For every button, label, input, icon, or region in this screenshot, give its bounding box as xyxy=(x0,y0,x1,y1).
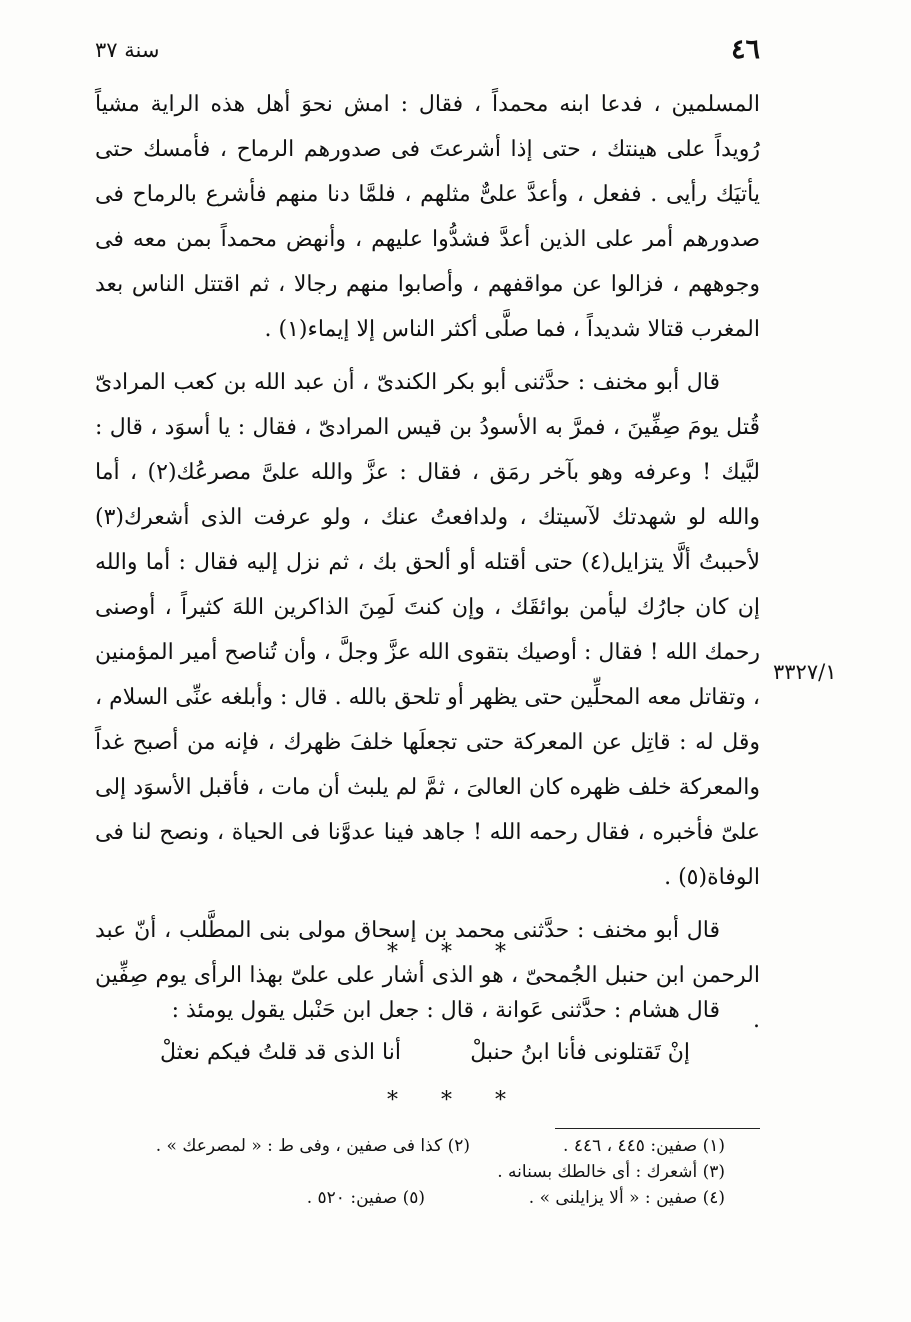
verse-line xyxy=(95,1032,760,1074)
footnote-3: (٣) أشعرك : أى خالطك بسنانه . xyxy=(497,1162,725,1182)
main-text xyxy=(95,82,760,1051)
footnote-5: (٥) صفين: ٥٢٠ . xyxy=(306,1188,425,1208)
footnote-4: (٤) صفين : « ألا يزايلنى » . xyxy=(528,1188,725,1208)
running-head: سنة ٣٧ xyxy=(95,38,160,62)
verse-intro: قال هشام : حدَّثنى عَوانة ، قال : جعل ابن حَنْبل يقول يومئذ : xyxy=(171,998,720,1023)
verse-hemistich-right: إنْ تَقتلونى فأنا ابنُ حنبلْ xyxy=(470,1040,690,1065)
margin-reference: ٣٣٢٧/١ xyxy=(773,660,837,684)
section-separator: * * * xyxy=(387,1088,524,1113)
section-separator: * * * xyxy=(387,940,524,965)
page-number: ٤٦ xyxy=(730,34,760,65)
page-header xyxy=(95,34,760,74)
footnotes xyxy=(150,1134,725,1234)
verse-section xyxy=(95,990,760,1074)
paragraph: المسلمين ، فدعا ابنه محمداً ، فقال : امش نحوَ أهل هذه الراية مشياً رُويداً على هينتك ، حتى إذا أشرعتَ فى صدورهم الرماح ، فأمسك حتى يأتيَك رأيى . ففعل ، وأعدَّ علىٌّ مثلهم ، فلمَّا دنا منهم فأشرع بالرماح فى صدورهم أمر على الذين أعدَّ فشدُّوا عليهم ، وأنهض محمداً بمن معه فى وجوههم ، فزالوا عن مواقفهم ، وأصابوا منهم رجالا ، ثم اقتتل الناس بعد المغرب قتالا شديداً ، فما صلَّى أكثر الناس إلا إيماء(١) . xyxy=(95,92,760,342)
footnote-2: (٢) كذا فى صفين ، وفى ط : « لمصرعك » . xyxy=(155,1136,470,1156)
paragraph: قال أبو مخنف : حدَّثنى أبو بكر الكندىّ ، أن عبد الله بن كعب المرادىّ قُتل يومَ صِفِّينَ ، فمرَّ به الأسودُ بن قيس المرادىّ ، فقال : يا أسوَد ، قال : لبَّيك ! وعرفه وهو بآخر رمَق ، فقال : عزَّ والله علىَّ مصرعُك(٢) ، أما والله لو شهدتك لآسيتك ، ولدافعتُ عنك ، ولو عرفت الذى أشعرك(٣) لأحببتُ ألَّا يتزايل(٤) حتى أقتله أو ألحق بك ، ثم نزل إليه فقال : أما والله إن كان جارُك ليأمن بوائقَك ، وإن كنتَ لَمِنَ الذاكرين اللهَ كثيراً ، أوصنى رحمك الله ! فقال : أوصيك بتقوى الله عزَّ وجلَّ ، وأن تُناصح أمير المؤمنين ، وتقاتل معه المحلِّين حتى يظهر أو تلحق بالله . قال : وأبلغه عنِّى السلام ، وقل له : قاتِل عن المعركة حتى تجعلَها خلفَ ظهرك ، فإنه من أصبح غداً والمعركة خلف ظهره كان العالىَ ، ثمَّ لم يلبث أن مات ، فأقبل الأسوَد إلى علىّ فأخبره ، فقال رحمه الله ! جاهد فينا عدوَّنا فى الحياة ، ونصح لنا فى الوفاة(٥) . xyxy=(95,370,760,890)
verse-hemistich-left: أنا الذى قد قلتُ فيكم نعثلْ xyxy=(160,1040,401,1065)
paragraph: قال أبو مخنف : حدَّثنى محمد بن إسحاق مولى بنى المطَّلب ، أنّ عبد الرحمن ابن حنبل الجُمحىّ ، هو الذى أشار على علىّ بهذا الرأى يوم صِفِّين . xyxy=(95,918,760,1033)
footnote-1: (١) صفين: ٤٤٥ ، ٤٤٦ . xyxy=(563,1136,725,1156)
footnote-divider xyxy=(555,1128,760,1129)
